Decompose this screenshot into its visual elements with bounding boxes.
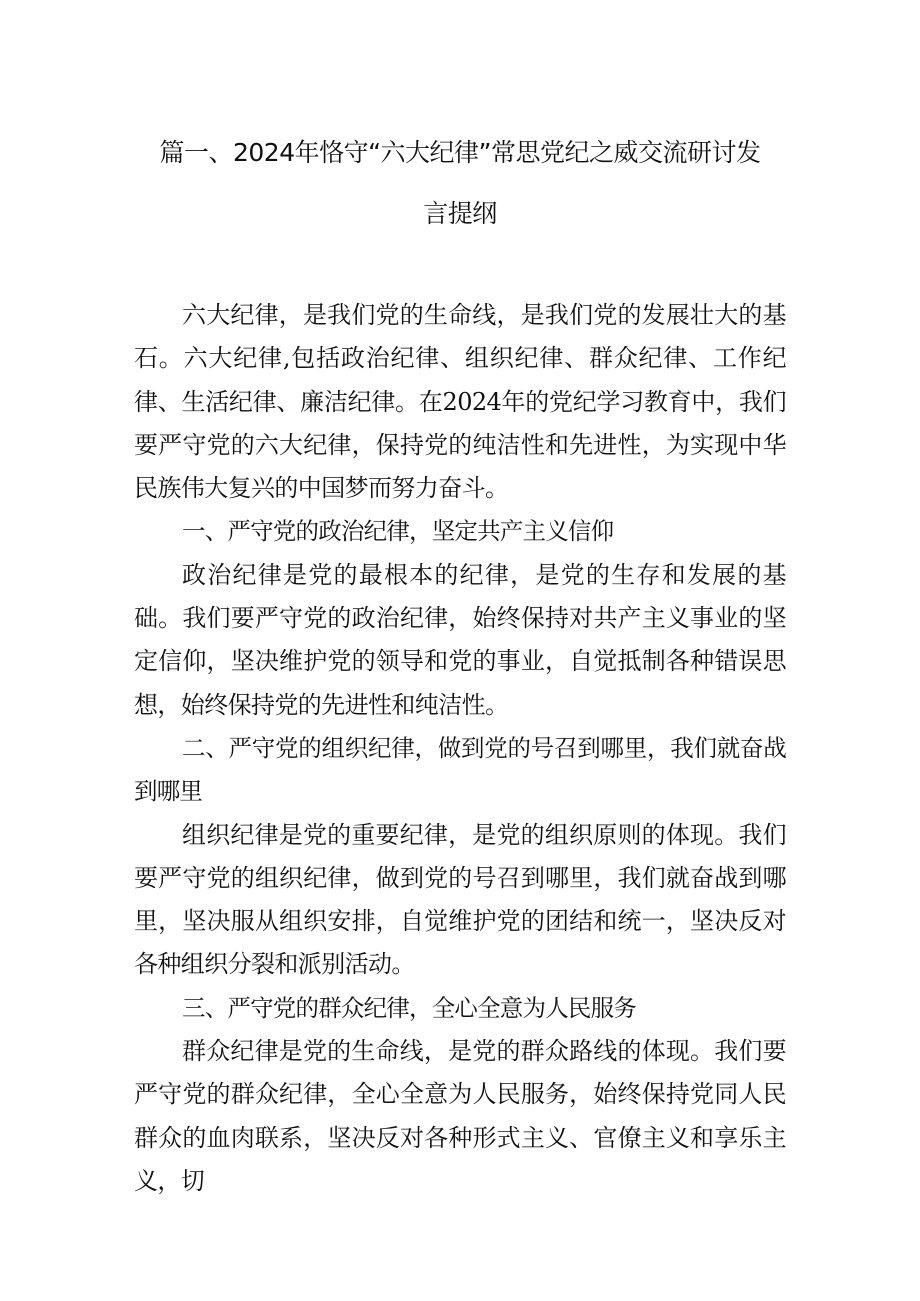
section-paragraph-3: 群众纪律是党的生命线，是党的群众路线的体现。我们要严守党的群众纪律，全心全意为人民服务，始终保持党同人民群众的血肉联系，坚决反对各种形式主义、官僚主义和享乐主义，切 [134,1037,786,1195]
section-heading-1: 一、严守党的政治纪律，坚定共产主义信仰 [182,517,614,546]
section-paragraph-1: 政治纪律是党的最根本的纪律，是党的生存和发展的基础。我们要严守党的政治纪律，始终保持对共产主义事业的坚定信仰，坚决维护党的领导和党的事业，自觉抵制各种错误思想，始终保持党的先进性和纯洁性。 [134,560,786,719]
section-paragraph-2: 组织纪律是党的重要纪律，是党的组织原则的体现。我们要严守党的组织纪律，做到党的号召到哪里，我们就奋战到哪里，坚决服从组织安排，自觉维护党的团结和统一，坚决反对各种组织分裂和派别活动。 [134,820,786,979]
section-heading-3: 三、严守党的群众纪律，全心全意为人民服务 [182,993,636,1022]
document-title-line-2: 言提纲 [423,199,497,228]
intro-paragraph: 六大纪律，是我们党的生命线，是我们党的发展壮大的基石。六大纪律,包括政治纪律、组织纪律、群众纪律、工作纪律、生活纪律、廉洁纪律。在2024年的党纪学习教育中，我们要严守党的六大纪律，保持党的纯洁性和先进性，为实现中华民族伟大复兴的中国梦而努力奋斗。 [134,301,786,503]
document-title-line-1: 篇一、2024年恪守“六大纪律”常思党纪之威交流研讨发 [159,138,761,167]
document-body [134,294,786,1203]
section-heading-2: 二、严守党的组织纪律，做到党的号召到哪里，我们就奋战到哪里 [134,733,786,806]
